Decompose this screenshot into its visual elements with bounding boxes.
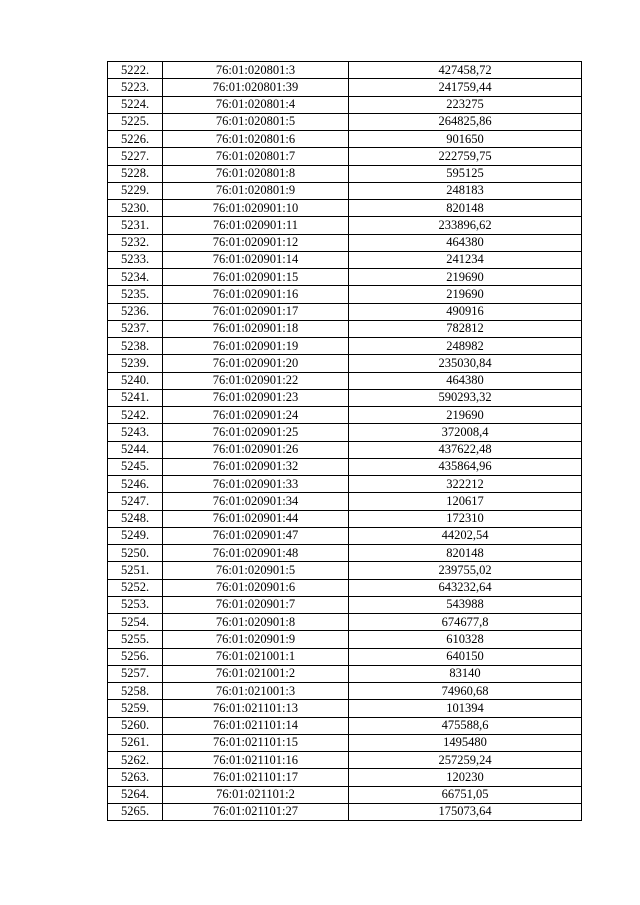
table-row: [108, 631, 582, 648]
value-cell: 257259,24: [349, 752, 582, 769]
table-row: [108, 510, 582, 527]
value-cell: 543988: [349, 596, 582, 613]
row-number-cell: 5250.: [108, 545, 163, 562]
table-row: [108, 234, 582, 251]
row-number-cell: 5265.: [108, 803, 163, 820]
row-number-cell: 5233.: [108, 251, 163, 268]
row-number-cell: 5239.: [108, 355, 163, 372]
table-row: [108, 131, 582, 148]
table-row: [108, 527, 582, 544]
cadastral-number-cell: 76:01:020901:6: [163, 579, 349, 596]
row-number-cell: 5251.: [108, 562, 163, 579]
value-cell: 674677,8: [349, 614, 582, 631]
row-number-cell: 5259.: [108, 700, 163, 717]
cadastral-number-cell: 76:01:021001:2: [163, 665, 349, 682]
value-cell: 248183: [349, 182, 582, 199]
value-cell: 1495480: [349, 734, 582, 751]
table-row: [108, 303, 582, 320]
table-row: [108, 389, 582, 406]
value-cell: 264825,86: [349, 113, 582, 130]
value-cell: 427458,72: [349, 62, 582, 79]
value-cell: 66751,05: [349, 786, 582, 803]
value-cell: 643232,64: [349, 579, 582, 596]
row-number-cell: 5247.: [108, 493, 163, 510]
row-number-cell: 5263.: [108, 769, 163, 786]
table-row: [108, 338, 582, 355]
cadastral-number-cell: 76:01:020901:10: [163, 200, 349, 217]
table-row: [108, 458, 582, 475]
value-cell: 44202,54: [349, 527, 582, 544]
row-number-cell: 5237.: [108, 320, 163, 337]
row-number-cell: 5245.: [108, 458, 163, 475]
value-cell: 239755,02: [349, 562, 582, 579]
cadastral-number-cell: 76:01:020901:24: [163, 407, 349, 424]
cadastral-number-cell: 76:01:020801:39: [163, 79, 349, 96]
row-number-cell: 5256.: [108, 648, 163, 665]
cadastral-number-cell: 76:01:021101:2: [163, 786, 349, 803]
value-cell: 223275: [349, 96, 582, 113]
table-row: [108, 320, 582, 337]
table-row: [108, 545, 582, 562]
table-row: [108, 683, 582, 700]
value-cell: 901650: [349, 131, 582, 148]
table-row: [108, 803, 582, 820]
value-cell: 241759,44: [349, 79, 582, 96]
table-row: [108, 596, 582, 613]
table-row: [108, 407, 582, 424]
cadastral-number-cell: 76:01:020901:5: [163, 562, 349, 579]
table-row: [108, 700, 582, 717]
row-number-cell: 5240.: [108, 372, 163, 389]
cadastral-number-cell: 76:01:020901:8: [163, 614, 349, 631]
cadastral-number-cell: 76:01:020901:48: [163, 545, 349, 562]
table-row: [108, 614, 582, 631]
cadastral-number-cell: 76:01:020901:19: [163, 338, 349, 355]
table-row: [108, 165, 582, 182]
value-cell: 372008,4: [349, 424, 582, 441]
cadastral-number-cell: 76:01:020901:33: [163, 476, 349, 493]
cadastral-number-cell: 76:01:020901:9: [163, 631, 349, 648]
cadastral-number-cell: 76:01:020901:12: [163, 234, 349, 251]
cadastral-value-table: [107, 61, 582, 821]
table-row: [108, 96, 582, 113]
row-number-cell: 5225.: [108, 113, 163, 130]
value-cell: 222759,75: [349, 148, 582, 165]
cadastral-number-cell: 76:01:020901:11: [163, 217, 349, 234]
cadastral-number-cell: 76:01:021101:15: [163, 734, 349, 751]
row-number-cell: 5258.: [108, 683, 163, 700]
value-cell: 782812: [349, 320, 582, 337]
value-cell: 435864,96: [349, 458, 582, 475]
value-cell: 101394: [349, 700, 582, 717]
value-cell: 820148: [349, 545, 582, 562]
value-cell: 219690: [349, 269, 582, 286]
value-cell: 490916: [349, 303, 582, 320]
row-number-cell: 5257.: [108, 665, 163, 682]
cadastral-number-cell: 76:01:020901:16: [163, 286, 349, 303]
cadastral-number-cell: 76:01:020901:14: [163, 251, 349, 268]
table-row: [108, 62, 582, 79]
table-row: [108, 562, 582, 579]
row-number-cell: 5254.: [108, 614, 163, 631]
cadastral-number-cell: 76:01:020901:18: [163, 320, 349, 337]
table-row: [108, 79, 582, 96]
row-number-cell: 5246.: [108, 476, 163, 493]
cadastral-number-cell: 76:01:020901:25: [163, 424, 349, 441]
row-number-cell: 5238.: [108, 338, 163, 355]
cadastral-number-cell: 76:01:021101:17: [163, 769, 349, 786]
value-cell: 219690: [349, 407, 582, 424]
row-number-cell: 5249.: [108, 527, 163, 544]
table-body: [108, 62, 582, 821]
table-row: [108, 251, 582, 268]
row-number-cell: 5232.: [108, 234, 163, 251]
row-number-cell: 5235.: [108, 286, 163, 303]
cadastral-number-cell: 76:01:020901:15: [163, 269, 349, 286]
value-cell: 248982: [349, 338, 582, 355]
row-number-cell: 5242.: [108, 407, 163, 424]
cadastral-number-cell: 76:01:020901:17: [163, 303, 349, 320]
row-number-cell: 5244.: [108, 441, 163, 458]
value-cell: 437622,48: [349, 441, 582, 458]
value-cell: 640150: [349, 648, 582, 665]
cadastral-number-cell: 76:01:021101:14: [163, 717, 349, 734]
value-cell: 820148: [349, 200, 582, 217]
row-number-cell: 5234.: [108, 269, 163, 286]
row-number-cell: 5230.: [108, 200, 163, 217]
table-row: [108, 217, 582, 234]
cadastral-number-cell: 76:01:021101:27: [163, 803, 349, 820]
value-cell: 120230: [349, 769, 582, 786]
row-number-cell: 5227.: [108, 148, 163, 165]
value-cell: 464380: [349, 234, 582, 251]
cadastral-number-cell: 76:01:020901:23: [163, 389, 349, 406]
cadastral-number-cell: 76:01:020901:44: [163, 510, 349, 527]
table-row: [108, 148, 582, 165]
row-number-cell: 5252.: [108, 579, 163, 596]
cadastral-number-cell: 76:01:020901:32: [163, 458, 349, 475]
value-cell: 610328: [349, 631, 582, 648]
table-row: [108, 579, 582, 596]
row-number-cell: 5248.: [108, 510, 163, 527]
row-number-cell: 5224.: [108, 96, 163, 113]
cadastral-number-cell: 76:01:021101:13: [163, 700, 349, 717]
value-cell: 464380: [349, 372, 582, 389]
row-number-cell: 5222.: [108, 62, 163, 79]
table-row: [108, 493, 582, 510]
cadastral-number-cell: 76:01:020801:7: [163, 148, 349, 165]
table-row: [108, 769, 582, 786]
row-number-cell: 5236.: [108, 303, 163, 320]
table-row: [108, 717, 582, 734]
cadastral-number-cell: 76:01:020801:6: [163, 131, 349, 148]
cadastral-number-cell: 76:01:020901:26: [163, 441, 349, 458]
value-cell: 74960,68: [349, 683, 582, 700]
cadastral-number-cell: 76:01:020901:22: [163, 372, 349, 389]
value-cell: 83140: [349, 665, 582, 682]
row-number-cell: 5262.: [108, 752, 163, 769]
cadastral-number-cell: 76:01:020801:4: [163, 96, 349, 113]
cadastral-number-cell: 76:01:020901:20: [163, 355, 349, 372]
cadastral-number-cell: 76:01:021101:16: [163, 752, 349, 769]
table-row: [108, 424, 582, 441]
value-cell: 175073,64: [349, 803, 582, 820]
cadastral-number-cell: 76:01:020901:7: [163, 596, 349, 613]
value-cell: 322212: [349, 476, 582, 493]
table-row: [108, 734, 582, 751]
cadastral-number-cell: 76:01:020801:5: [163, 113, 349, 130]
value-cell: 172310: [349, 510, 582, 527]
cadastral-number-cell: 76:01:020801:3: [163, 62, 349, 79]
value-cell: 233896,62: [349, 217, 582, 234]
table-row: [108, 182, 582, 199]
cadastral-number-cell: 76:01:020801:9: [163, 182, 349, 199]
value-cell: 595125: [349, 165, 582, 182]
row-number-cell: 5264.: [108, 786, 163, 803]
table-row: [108, 648, 582, 665]
table-row: [108, 665, 582, 682]
row-number-cell: 5253.: [108, 596, 163, 613]
value-cell: 590293,32: [349, 389, 582, 406]
row-number-cell: 5226.: [108, 131, 163, 148]
table-row: [108, 355, 582, 372]
row-number-cell: 5223.: [108, 79, 163, 96]
row-number-cell: 5231.: [108, 217, 163, 234]
value-cell: 475588,6: [349, 717, 582, 734]
table-row: [108, 286, 582, 303]
table-row: [108, 441, 582, 458]
table-row: [108, 786, 582, 803]
table-row: [108, 113, 582, 130]
value-cell: 235030,84: [349, 355, 582, 372]
row-number-cell: 5241.: [108, 389, 163, 406]
cadastral-number-cell: 76:01:020901:47: [163, 527, 349, 544]
cadastral-number-cell: 76:01:020801:8: [163, 165, 349, 182]
row-number-cell: 5243.: [108, 424, 163, 441]
value-cell: 219690: [349, 286, 582, 303]
value-cell: 120617: [349, 493, 582, 510]
row-number-cell: 5255.: [108, 631, 163, 648]
value-cell: 241234: [349, 251, 582, 268]
row-number-cell: 5229.: [108, 182, 163, 199]
row-number-cell: 5260.: [108, 717, 163, 734]
cadastral-number-cell: 76:01:021001:3: [163, 683, 349, 700]
table-row: [108, 372, 582, 389]
table-row: [108, 200, 582, 217]
row-number-cell: 5261.: [108, 734, 163, 751]
table-row: [108, 476, 582, 493]
table-row: [108, 752, 582, 769]
row-number-cell: 5228.: [108, 165, 163, 182]
cadastral-number-cell: 76:01:021001:1: [163, 648, 349, 665]
cadastral-number-cell: 76:01:020901:34: [163, 493, 349, 510]
table-row: [108, 269, 582, 286]
